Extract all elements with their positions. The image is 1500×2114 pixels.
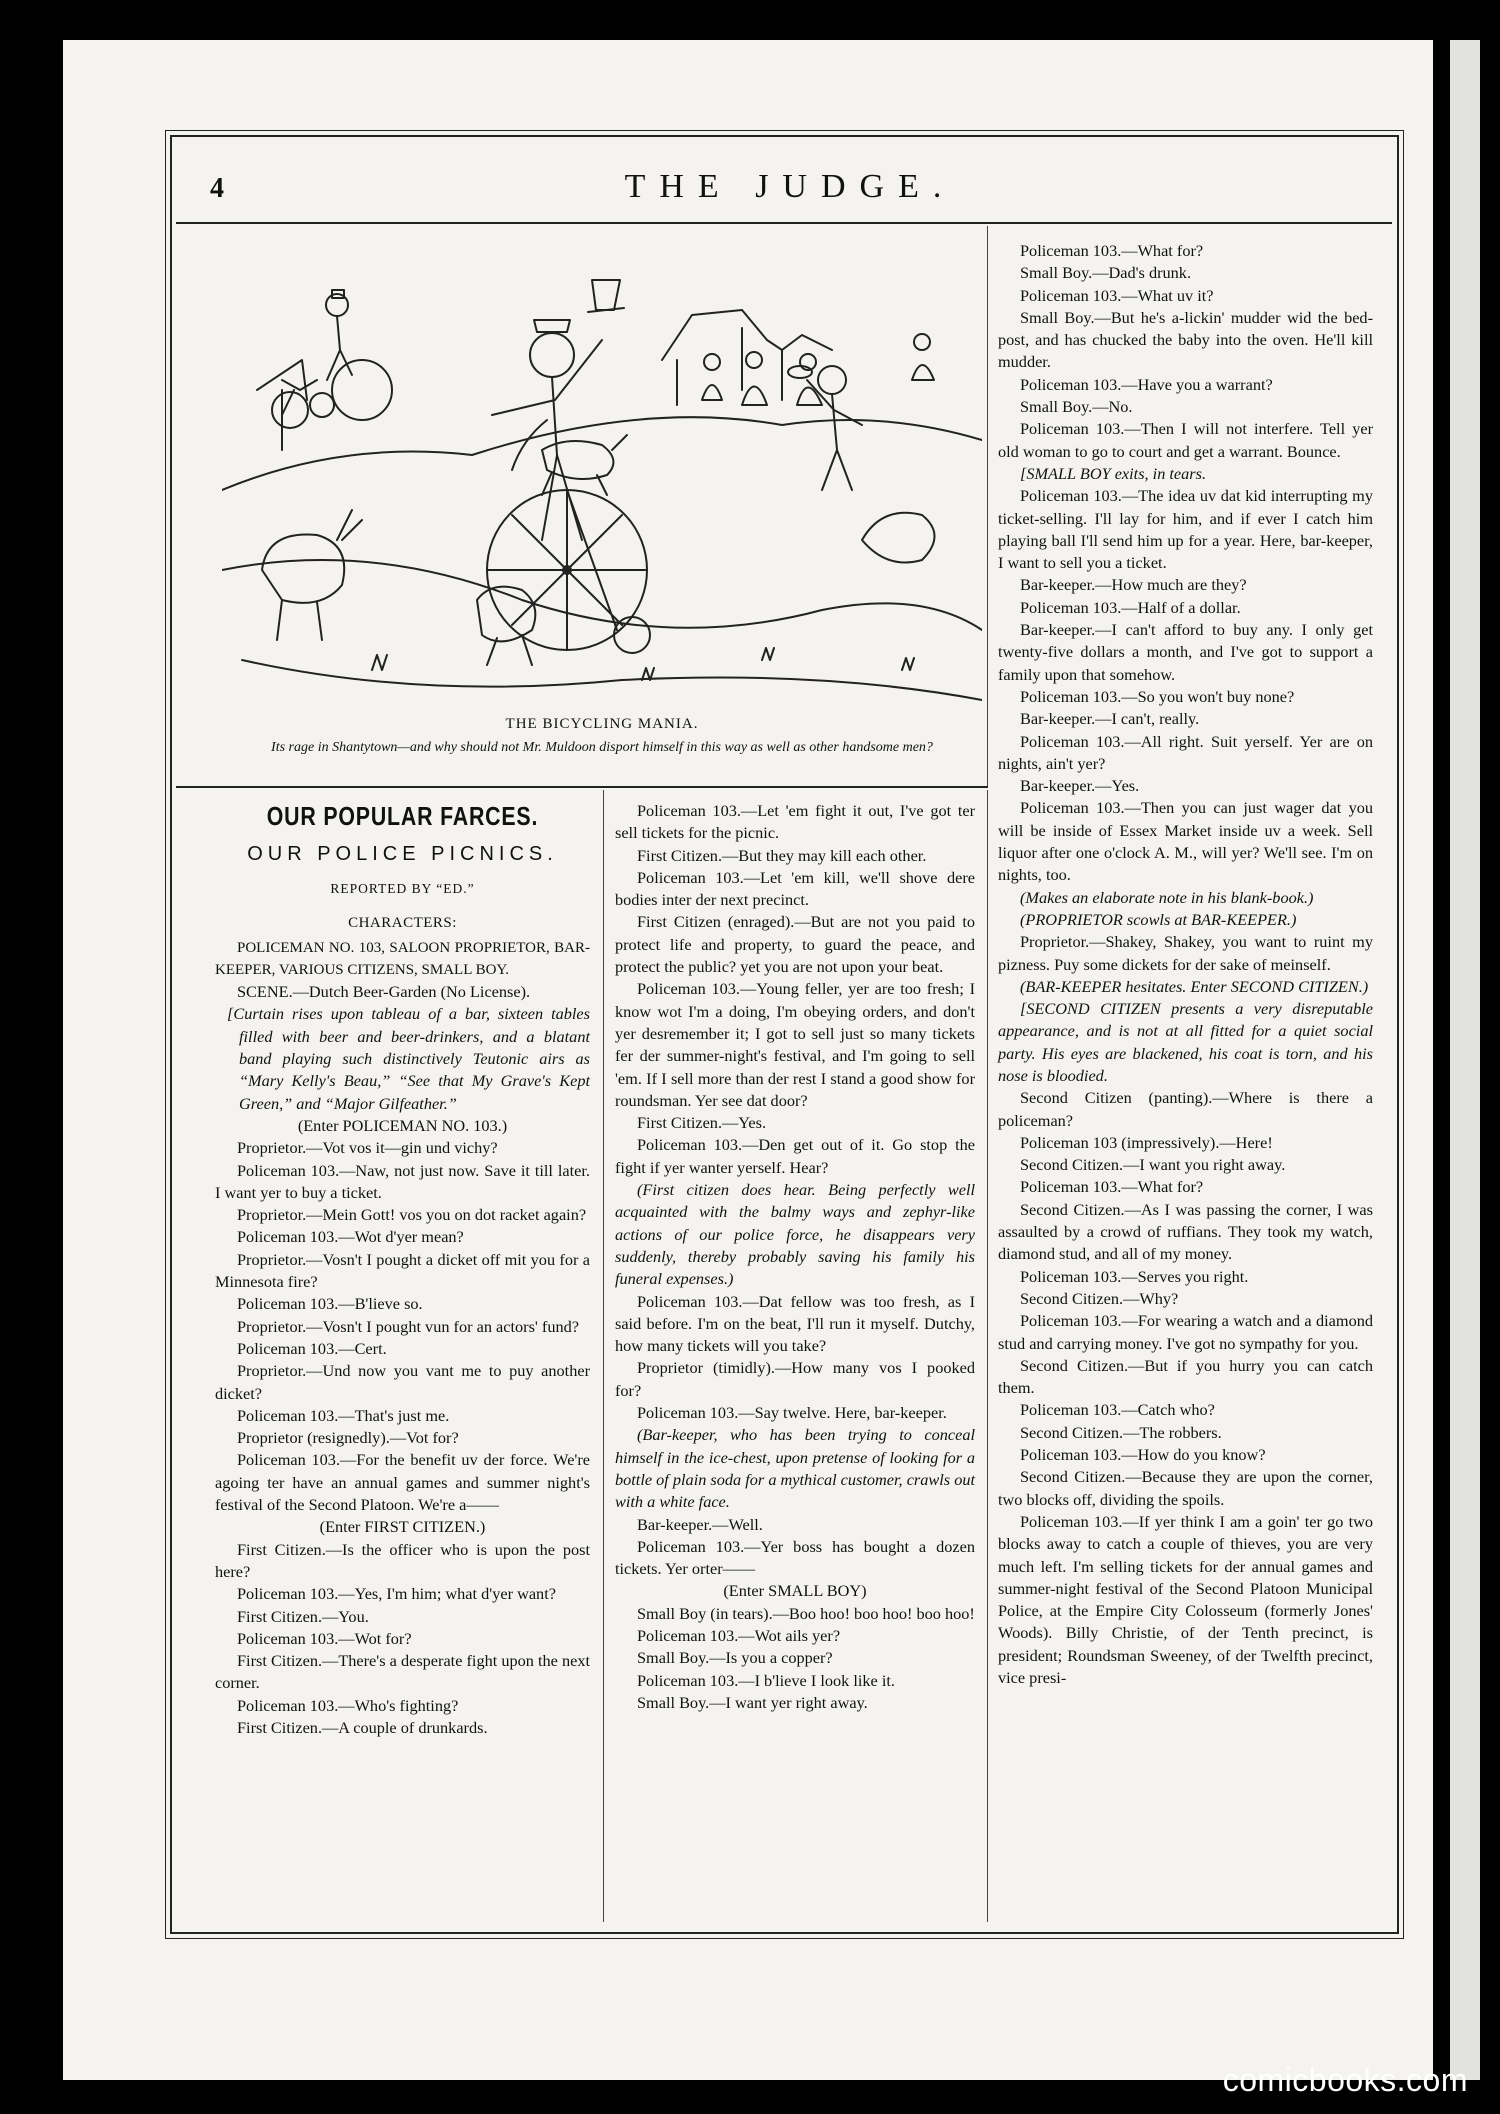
dialogue-line: Policeman 103.—I b'lieve I look like it. — [637, 1670, 895, 1690]
dialogue-line: (Enter POLICEMAN NO. 103.) — [297, 1115, 508, 1135]
column-3 — [998, 240, 1373, 1689]
characters-heading: CHARACTERS: — [348, 915, 457, 932]
dialogue-line: (Bar-keeper, who has been trying to conceal himself in the ice-chest, upon pretense of looking for a bottle of plain soda for a mythical customer, crawls out with a white face. — [615, 1425, 975, 1512]
dialogue-line: Policeman 103.—Catch who? — [1020, 1400, 1215, 1420]
dialogue-line: Policeman 103.—Cert. — [237, 1338, 387, 1358]
dialogue-line: Proprietor.—Vosn't I pought vun for an actors' fund? — [237, 1316, 579, 1336]
dialogue-line: Bar-keeper.—Well. — [637, 1514, 763, 1534]
dialogue-line: First Citizen.—But they may kill each other. — [637, 845, 927, 865]
opening-stage-direction: [Curtain rises upon tableau of a bar, sixteen tables filled with beer and beer-drinkers, and a blatant band playing such distinctively Teutonic airs as “Mary Kelly's Beau,” “See that My Grave's Kept Green,” and “Major Gilfeather.” — [227, 1004, 590, 1113]
bicycling-mania-illustration — [222, 240, 982, 710]
dialogue-line: Small Boy.—I want yer right away. — [637, 1692, 868, 1712]
dialogue-line: [SECOND CITIZEN presents a very disreputable appearance, and is not at all fitted for a quiet social party. His eyes are blackened, his coat is torn, and his nose is bloodied. — [998, 999, 1373, 1085]
dialogue-line: Policeman 103.—Half of a dollar. — [1020, 597, 1241, 617]
dialogue-line: Policeman 103.—Naw, not just now. Save it till later. I want yer to buy a ticket. — [215, 1160, 590, 1202]
dialogue-line: Second Citizen.—Because they are upon the corner, two blocks off, dividing the spoils. — [998, 1467, 1373, 1509]
dialogue-line: Policeman 103.—Wot d'yer mean? — [237, 1227, 464, 1247]
dialogue-line: Bar-keeper.—I can't, really. — [1020, 709, 1200, 729]
column-rule-1 — [603, 790, 604, 1922]
dialogue-line: Policeman 103.—All right. Suit yerself. Yer are on nights, ain't yer? — [998, 731, 1373, 773]
dialogue-line: Second Citizen.—But if you hurry you can catch them. — [998, 1355, 1373, 1398]
dialogue-line: Small Boy.—But he's a-lickin' mudder wid the bed-post, and has chucked the baby into the oven. He'll kill mudder. — [998, 307, 1373, 372]
scene: SCENE.—Dutch Beer-Garden (No License). — [237, 982, 531, 1002]
illustration-title: THE BICYCLING MANIA. — [505, 716, 699, 732]
dialogue-line: Second Citizen.—The robbers. — [1020, 1422, 1222, 1442]
dialogue-line: Policeman 103.—Let 'em fight it out, I've got ter sell tickets for the picnic. — [615, 801, 975, 843]
dialogue-line: Policeman 103.—Then you can just wager dat you will be inside of Essex Market inside uv a week. Sell liquor after one o'clock A. M., will yer? We'll see. I'm on nights, too. — [998, 798, 1373, 885]
dialogue-line: Policeman 103.—For wearing a watch and a diamond stud and carrying money. I've got no sympathy for you. — [998, 1311, 1373, 1353]
dialogue-line: Bar-keeper.—I can't afford to buy any. I only get twenty-five dollars a month, and I've got to support a family upon that somehow. — [998, 620, 1373, 684]
dialogue-line: Policeman 103.—Serves you right. — [1020, 1266, 1249, 1286]
dialogue-line: Bar-keeper.—Yes. — [1020, 776, 1140, 796]
dialogue-line: Bar-keeper.—How much are they? — [1020, 575, 1247, 595]
dialogue-line: First Citizen (enraged).—But are not you paid to protect life and property, to guard the peace, and protect the public? yet you are not upon your beat. — [615, 912, 975, 977]
dialogue-line: Policeman 103.—Who's fighting? — [237, 1695, 459, 1715]
illustration-column-rule — [987, 226, 988, 786]
dialogue-line: Policeman 103.—Den get out of it. Go stop the fight if yer wanter yerself. Hear? — [615, 1135, 975, 1177]
dialogue-line: (First citizen does hear. Being perfectly well acquainted with the balmy ways and zephyr-like actions of our police force, he disappears very suddenly, thereby probably saving his family his funeral expenses.) — [615, 1180, 975, 1289]
dialogue-line: Policeman 103.—That's just me. — [237, 1405, 450, 1425]
dialogue-line: (PROPRIETOR scowls at BAR-KEEPER.) — [1020, 909, 1297, 929]
dialogue-line: Proprietor.—Shakey, Shakey, you want to ruint my pizness. Puy some dickets for der sake of meinself. — [998, 932, 1373, 974]
dialogue-line: Policeman 103.—The idea uv dat kid interrupting my ticket-selling. I'll lay for him, and if ever I catch him playing ball I'll send him up for a year. Here, bar-keeper, I want to sell you a ticket. — [998, 486, 1373, 573]
header-rule — [176, 222, 1392, 224]
article-subtitle: OUR POLICE PICNICS. — [247, 843, 558, 865]
dialogue-line: (Makes an elaborate note in his blank-book.) — [1020, 887, 1314, 907]
dialogue-line: Second Citizen.—Why? — [1020, 1288, 1179, 1308]
characters-list: POLICEMAN NO. 103, SALOON PROPRIETOR, BAR-KEEPER, VARIOUS CITIZENS, SMALL BOY. — [215, 939, 590, 978]
dialogue-line: Second Citizen.—I want you right away. — [1020, 1155, 1286, 1175]
dialogue-column-2 — [615, 800, 975, 1714]
dialogue-line: Policeman 103.—Wot for? — [237, 1628, 412, 1648]
article-byline: REPORTED BY “ED.” — [330, 881, 475, 896]
dialogue-line: Proprietor (resignedly).—Vot for? — [237, 1428, 459, 1448]
dialogue-line: (BAR-KEEPER hesitates. Enter SECOND CITIZEN.) — [1020, 976, 1369, 996]
dialogue-line: Proprietor.—Vot vos it—gin und vichy? — [237, 1138, 498, 1158]
dialogue-column-3 — [998, 240, 1373, 1689]
dialogue-line: Policeman 103.—Say twelve. Here, bar-keeper. — [637, 1403, 947, 1423]
dialogue-line: Proprietor.—Mein Gott! vos you on dot racket again? — [237, 1205, 587, 1225]
dialogue-line: First Citizen.—A couple of drunkards. — [237, 1717, 488, 1737]
dialogue-line: (Enter FIRST CITIZEN.) — [319, 1517, 486, 1537]
facing-page-edge — [1450, 40, 1480, 2080]
dialogue-line: First Citizen.—Yes. — [637, 1113, 767, 1133]
column-1 — [215, 800, 590, 1739]
dialogue-line: Policeman 103.—If yer think I am a goin' ter go two blocks away to catch a couple of thieves, you are very much left. I'm selling tickets for der annual games and summer-night festival of the Second Platoon Municipal Police, at the Empire City Colosseum (formerly Jones' Woods). Billy Christie, of der Tenth precinct, is president; Roundsman Sweeney, of der Twelfth precinct, vice presi- — [998, 1511, 1373, 1687]
dialogue-line: Policeman 103 (impressively).—Here! — [1020, 1132, 1273, 1152]
masthead: THE JUDGE. — [624, 168, 956, 205]
dialogue-line: First Citizen.—There's a desperate fight upon the next corner. — [215, 1651, 590, 1693]
column-rule-2 — [987, 790, 988, 1922]
dialogue-line: Policeman 103.—What for? — [1020, 1177, 1204, 1197]
dialogue-line: [SMALL BOY exits, in tears. — [1020, 463, 1207, 483]
dialogue-line: Policeman 103.—So you won't buy none? — [1020, 686, 1295, 706]
dialogue-line: Policeman 103.—Have you a warrant? — [1020, 374, 1273, 394]
illustration-caption: Its rage in Shantytown—and why should not Mr. Muldoon disport himself in this way as well as other handsome men? — [271, 740, 933, 755]
dialogue-line: Small Boy.—No. — [1020, 397, 1133, 417]
dialogue-line: Policeman 103.—Dat fellow was too fresh, as I said before. I'm on the beat, I'll run it myself. Dutchy, how many tickets will you take? — [615, 1291, 975, 1356]
dialogue-line: Policeman 103.—Then I will not interfere. Tell yer old woman to go to court and get a warrant. Bounce. — [998, 419, 1373, 461]
dialogue-line: Second Citizen.—As I was passing the corner, I was assaulted by a crowd of ruffians. They took my watch, diamond stud, and all of my money. — [998, 1199, 1373, 1264]
dialogue-line: Policeman 103.—What uv it? — [1020, 285, 1214, 305]
dialogue-line: Policeman 103.—Wot ails yer? — [637, 1625, 841, 1645]
dialogue-line: Proprietor.—Vosn't I pought a dicket off mit you for a Minnesota fire? — [215, 1249, 590, 1292]
dialogue-line: Policeman 103.—How do you know? — [1020, 1445, 1266, 1465]
dialogue-line: Policeman 103.—Let 'em kill, we'll shove dere bodies inter der next precinct. — [615, 867, 975, 910]
dialogue-line: Small Boy.—Dad's drunk. — [1020, 263, 1192, 283]
dialogue-line: Second Citizen (panting).—Where is there a policeman? — [998, 1088, 1373, 1130]
dialogue-line: Policeman 103.—What for? — [1020, 241, 1204, 260]
dialogue-line: Policeman 103.—Young feller, yer are too fresh; I know wot I'm a doing, I'm obeying orders, and don't yer desremember it; I got to sell just so many tickets fer der summer-night's festival, and I'm going to sell 'em. If I sell more than der rest I stand a good show for roundsman. Yer see dat door? — [615, 979, 975, 1110]
dialogue-line: Small Boy (in tears).—Boo hoo! boo hoo! boo hoo! — [637, 1603, 975, 1623]
source-watermark: comicbooks.com — [1222, 2062, 1468, 2098]
dialogue-line: Proprietor.—Und now you vant me to puy another dicket? — [215, 1361, 590, 1403]
dialogue-line: Policeman 103.—For the benefit uv der force. We're agoing ter have an annual games and summer night's festival of the Second Platoon. We're a—— — [215, 1450, 590, 1515]
illustration-bottom-rule — [176, 786, 988, 788]
dialogue-line: Proprietor (timidly).—How many vos I pooked for? — [615, 1358, 975, 1400]
page-number: 4 — [210, 173, 224, 204]
dialogue-line: Policeman 103.—Yes, I'm him; what d'yer want? — [237, 1584, 556, 1604]
dialogue-column-1 — [215, 1115, 590, 1739]
dialogue-line: Policeman 103.—B'lieve so. — [237, 1294, 423, 1314]
column-2 — [615, 800, 975, 1714]
article-title: OUR POPULAR FARCES. — [266, 801, 539, 831]
dialogue-line: Policeman 103.—Yer boss has bought a dozen tickets. Yer orter—— — [615, 1536, 975, 1579]
dialogue-line: First Citizen.—Is the officer who is upon the post here? — [215, 1539, 590, 1581]
dialogue-line: Small Boy.—Is you a copper? — [637, 1648, 833, 1668]
dialogue-line: First Citizen.—You. — [237, 1606, 369, 1626]
dialogue-line: (Enter SMALL BOY) — [723, 1581, 867, 1601]
